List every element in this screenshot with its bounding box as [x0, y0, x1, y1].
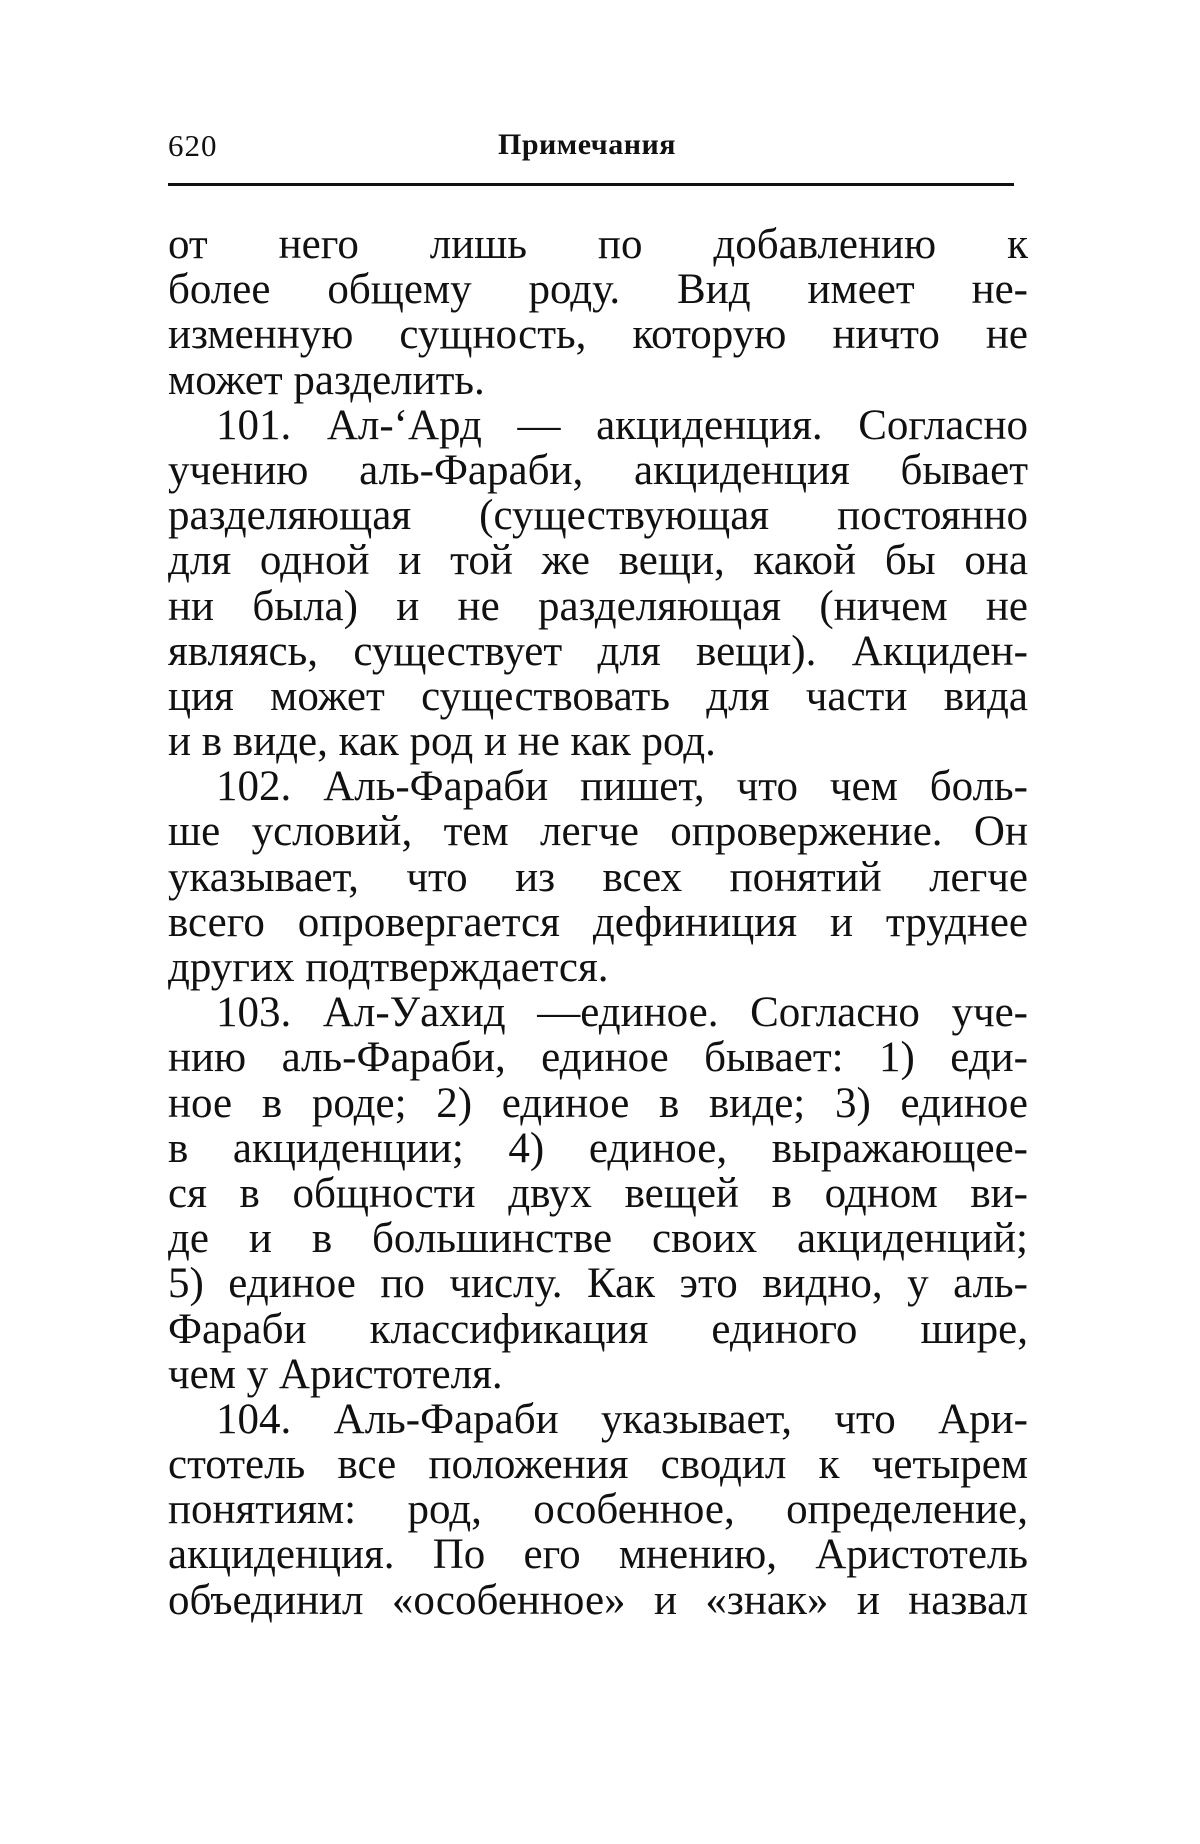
text-line: разделяющая (существующая постоянно [168, 492, 1028, 540]
text-line: ни была) и не разделяющая (ничем не [168, 582, 1028, 630]
text-line: Фараби классификация единого шире, [168, 1305, 1028, 1353]
text-line: 104. Аль-Фараби указывает, что Ари- [216, 1395, 1028, 1443]
text-line: понятиям: род, особенное, определение, [168, 1486, 1028, 1534]
text-line: де и в большинстве своих акциденций; [168, 1215, 1028, 1263]
running-title: Примечания [498, 128, 677, 161]
text-line: от него лишь по добавлению к [168, 221, 1028, 268]
text-line: ше условий, тем легче опровержение. Он [168, 808, 1028, 856]
notes-text [168, 222, 1028, 1623]
header-rule [168, 183, 1014, 186]
text-line: 101. Ал-‘Ард — акциденция. Согласно [216, 401, 1028, 449]
text-line: являясь, существует для вещи). Акциден- [168, 627, 1028, 675]
text-line: изменную сущность, которую ничто не [168, 311, 1028, 359]
text-line: 5) единое по числу. Как это видно, у аль- [168, 1260, 1028, 1308]
text-line: для одной и той же вещи, какой бы она [168, 537, 1028, 585]
text-line: других подтверждается. [168, 944, 609, 991]
text-line: стотель все положения сводил к четырем [168, 1441, 1028, 1489]
text-line: в акциденции; 4) единое, выражающее- [168, 1124, 1028, 1172]
text-line: учению аль-Фараби, акциденция бывает [168, 446, 1028, 494]
text-line: 103. Ал-Уахид —единое. Согласно уче- [216, 989, 1028, 1037]
text-line: нию аль-Фараби, единое бывает: 1) еди- [168, 1034, 1028, 1082]
text-line: чем у Аристотеля. [168, 1350, 503, 1398]
text-line: акциденция. По его мнению, Аристотель [168, 1531, 1028, 1579]
text-line: указывает, что из всех понятий легче [168, 853, 1028, 901]
text-line: 102. Аль-Фараби пишет, что чем боль- [216, 763, 1028, 811]
text-line: всего опровергается дефиниция и труднее [168, 898, 1028, 946]
page-header [168, 128, 1018, 172]
text-line: более общему роду. Вид имеет не- [168, 266, 1028, 314]
text-line: ция может существовать для части вида [168, 672, 1028, 720]
text-line: объединил «особенное» и «знак» и назвал [168, 1576, 1028, 1624]
text-line: может разделить. [168, 356, 485, 404]
text-line: ное в роде; 2) единое в виде; 3) единое [168, 1079, 1028, 1127]
text-line: ся в общности двух вещей в одном ви- [168, 1169, 1028, 1217]
text-line: и в виде, как род и не как род. [168, 718, 716, 766]
page-number: 620 [168, 128, 218, 163]
